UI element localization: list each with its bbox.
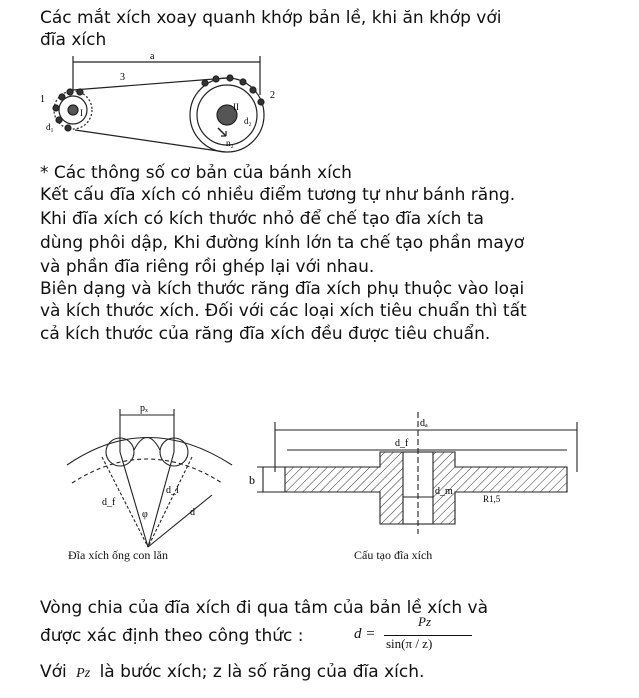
footer-symbol: Pz <box>76 666 91 681</box>
footer-suffix: là bước xích; z là số răng của đĩa xích. <box>99 662 425 682</box>
label-df-3: d_f <box>395 438 409 449</box>
section-heading: * Các thông số cơ bản của bánh xích <box>40 163 352 183</box>
section-line-2: Khi đĩa xích có kích thước nhỏ để chế tạo đĩa xích ta <box>40 209 484 229</box>
section-line-6: và kích thước xích. Đối với các loại xích tiêu chuẩn thì tất <box>40 301 527 321</box>
section-line-1: Kết cấu đĩa xích có nhiều điểm tương tự như bánh răng. <box>40 185 516 205</box>
label-1: 1 <box>40 94 45 105</box>
sprocket-tooth-diagram <box>62 395 242 550</box>
label-a: a <box>150 51 155 62</box>
label-d2: d₂ <box>244 116 252 126</box>
section-line-7: cả kích thước của răng đĩa xích đều được tiêu chuẩn. <box>40 324 491 344</box>
label-d: d <box>190 507 195 518</box>
section-line-5: Biên dạng và kích thước răng đĩa xích phụ thuộc vào loại <box>40 279 525 299</box>
chain-drive-diagram <box>40 50 290 160</box>
footer-prefix: Với <box>40 662 67 682</box>
caption-figure-3: Cấu tạo đĩa xích <box>354 548 433 562</box>
section-line-3: dùng phôi dập, Khi đường kính lớn ta chế tạo phần mayơ <box>40 233 525 253</box>
caption-figure-2: Đĩa xích ống con lăn <box>68 548 168 562</box>
formula-line-1: Vòng chia của đĩa xích đi qua tâm của bản lề xích và <box>40 598 488 618</box>
label-px: pₓ <box>140 403 148 414</box>
label-II: II <box>233 102 239 112</box>
label-d1: d₁ <box>46 122 54 132</box>
formula-numerator: Pz <box>418 614 431 629</box>
label-3: 3 <box>120 72 125 83</box>
footer-line <box>40 660 424 686</box>
label-da: dₐ <box>420 418 428 429</box>
label-2: 2 <box>270 90 275 101</box>
label-I: I <box>80 108 83 118</box>
intro-line-1: Các mắt xích xoay quanh khớp bản lề, khi ăn khớp với <box>40 8 502 28</box>
formula-lhs: d = <box>354 626 376 642</box>
label-dl: d_l <box>166 485 179 496</box>
intro-line-2: đĩa xích <box>40 30 107 50</box>
label-r: R1,5 <box>483 494 501 504</box>
label-dm: d_m <box>435 486 453 497</box>
section-line-4: và phần đĩa riêng rồi ghép lại với nhau. <box>40 257 375 277</box>
formula-denominator: sin(π / z) <box>386 636 433 651</box>
formula-line-2: được xác định theo công thức : <box>40 626 304 646</box>
label-b: b <box>249 473 255 487</box>
sprocket-section-diagram <box>249 412 585 537</box>
label-phi: φ <box>142 509 148 520</box>
label-n2: n₂ <box>226 138 234 148</box>
label-df-2: d_f <box>102 497 116 508</box>
